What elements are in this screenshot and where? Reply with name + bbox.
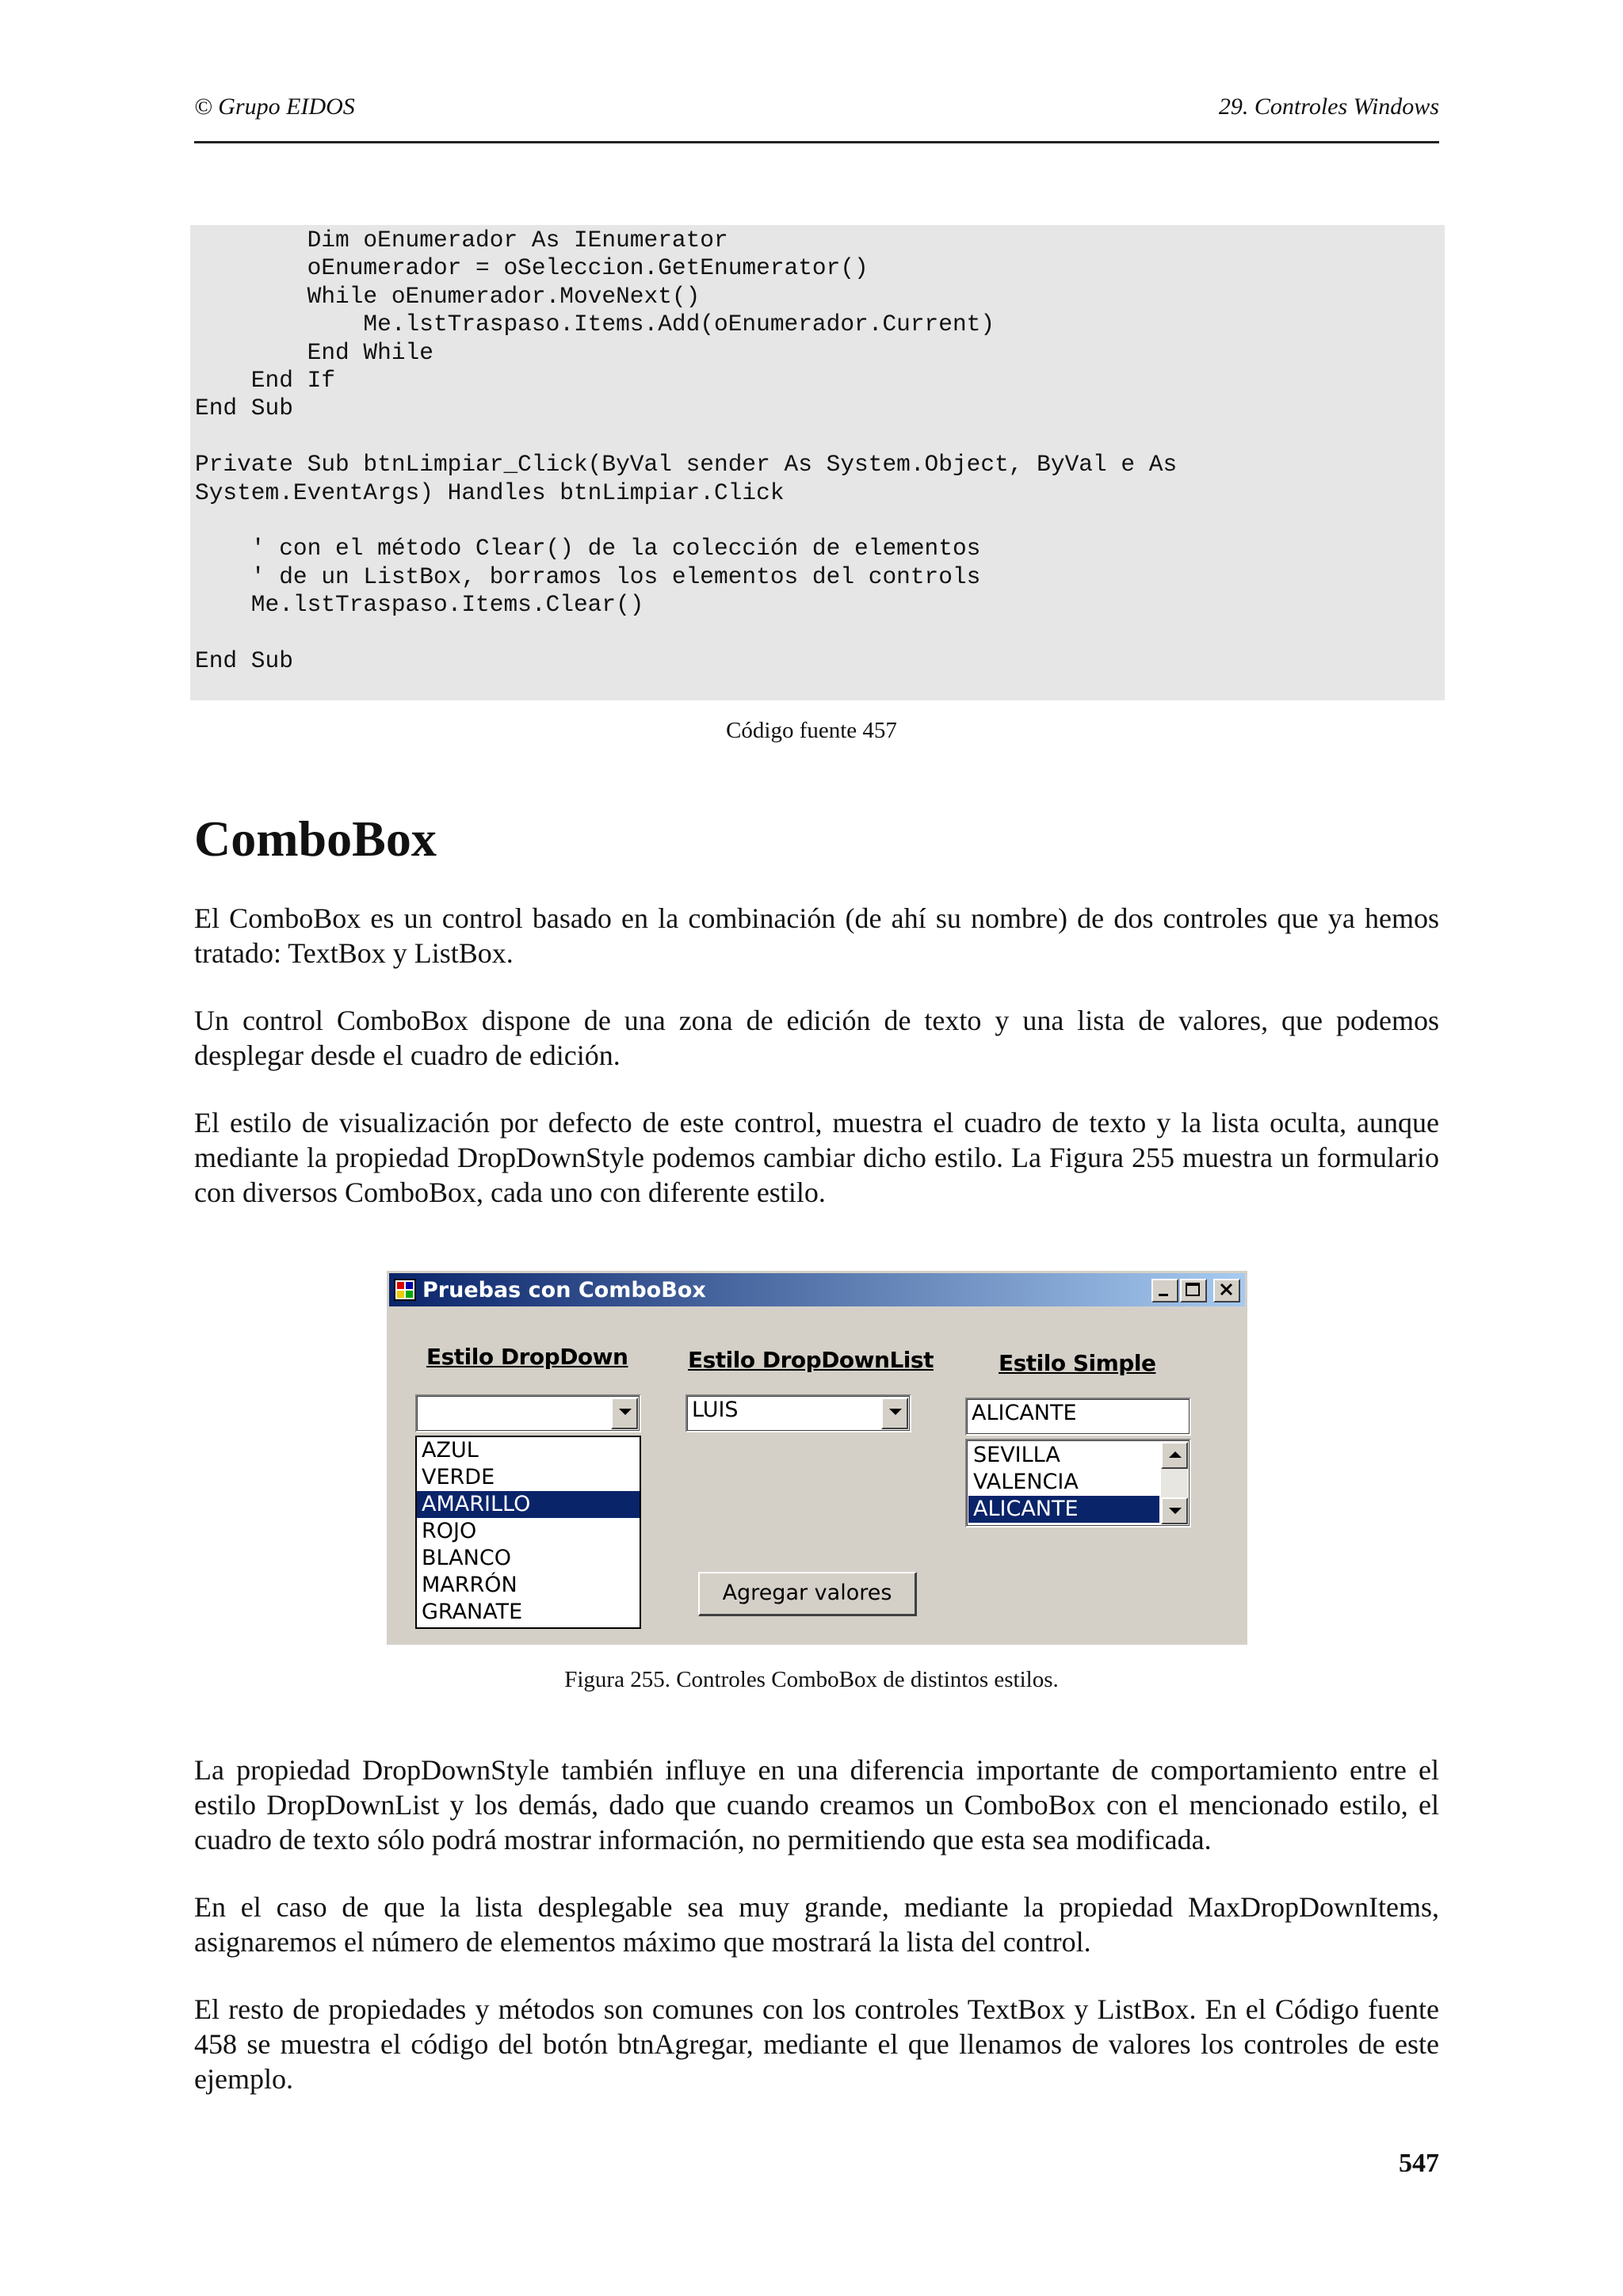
list-item-selected[interactable]: AMARILLO [417,1491,640,1518]
code-caption: Código fuente 457 [726,718,897,743]
list-item[interactable]: VERDE [422,1465,495,1489]
paragraph-3: El estilo de visualización por defecto de este control, muestra el cuadro de texto y la lista oculta, aunque mediante la propiedad DropDownStyle podemos cambiar dicho estilo. La Figura 255 muestra un formulario con diversos ComboBox, cada uno con diferente estilo. [194,1107,1439,1208]
minimize-button[interactable] [1151,1279,1178,1302]
paragraph-4: La propiedad DropDownStyle también influye en una diferencia importante de comportamiento entre el estilo DropDownList y los demás, dado que cuando creamos un ComboBox con el mencionado estilo, el cuadro de texto sólo podrá mostrar información, no permitiendo que esta sea modificada. [194,1754,1439,1855]
combobox-dropdown[interactable] [415,1394,641,1432]
combobox-dropdownlist-value[interactable]: LUIS [692,1398,739,1422]
paragraph-2: Un control ComboBox dispone de una zona de edición de texto y una lista de valores, que podemos desplegar desde el cuadro de edición. [194,1005,1439,1071]
dropdown-list[interactable] [415,1436,641,1629]
list-item[interactable]: ROJO [422,1519,477,1543]
header-chapter: 29. Controles Windows [1218,93,1439,120]
code-text: Dim oEnumerador As IEnumerator oEnumerador = oSeleccion.GetEnumerator() While oEnumerador.MoveNext() Me.lstTraspaso.Items.Add(oEnumerador.Current) End While End If End Sub Private Sub btnLimpiar_Click(ByVal sender As System.Object, ByVal e As System.EventArgs) Handles btnLimpiar.Click ' con el método Clear() de la colección de elementos ' de un ListBox, borramos los elementos del controls Me.lstTraspaso.Items.Clear() End Sub [195,227,1178,675]
scroll-down-icon[interactable] [1161,1497,1188,1524]
list-item-selected[interactable]: ALICANTE [968,1496,1159,1523]
dropdownlist-arrow-icon[interactable] [881,1398,908,1429]
paragraph-1: El ComboBox es un control basado en la combinación (de ahí su nombre) de dos controles que ya hemos tratado: TextBox y ListBox. [194,902,1439,969]
maximize-button[interactable] [1180,1279,1207,1302]
dropdown-arrow-icon[interactable] [611,1398,638,1429]
paragraph-5: En el caso de que la lista desplegable sea muy grande, mediante la propiedad MaxDropDownItems, asignaremos el número de elementos máximo que mostrará la lista del control. [194,1891,1439,1958]
label-simple: Estilo Simple [999,1350,1156,1376]
section-title: ComboBox [194,810,437,867]
combobox-window [387,1271,1247,1645]
header-publisher: © Grupo EIDOS [194,93,355,120]
close-icon [1215,1280,1239,1301]
label-dropdownlist: Estilo DropDownList [688,1347,934,1373]
list-item[interactable]: AZUL [422,1438,479,1463]
combobox-dropdownlist[interactable] [685,1394,911,1432]
list-item[interactable]: SEVILLA [973,1443,1060,1467]
list-item[interactable]: GRANATE [422,1600,523,1624]
figure-caption: Figura 255. Controles ComboBox de distintos estilos. [564,1667,1059,1692]
combobox-simple-input[interactable] [965,1398,1191,1436]
window-title: Pruebas con ComboBox [422,1278,706,1302]
label-dropdown: Estilo DropDown [426,1344,628,1370]
close-button[interactable] [1213,1279,1240,1302]
list-item[interactable]: MARRÓN [422,1573,517,1597]
code-block [190,225,1445,700]
paragraph-6: El resto de propiedades y métodos son comunes con los controles TextBox y ListBox. En el Código fuente 458 se muestra el código del botón btnAgregar, mediante el que llenamos de valores los controles de este ejemplo. [194,1993,1439,2095]
scroll-up-icon[interactable] [1161,1442,1188,1469]
combobox-simple-list[interactable] [965,1439,1191,1527]
add-values-button[interactable]: Agregar valores [698,1572,917,1616]
page-header [194,93,1439,143]
page-number: 547 [1399,2149,1439,2178]
combobox-simple-value[interactable]: ALICANTE [972,1401,1077,1425]
window-titlebar[interactable] [389,1273,1245,1306]
app-icon [394,1279,416,1301]
simple-list-scrollbar[interactable] [1161,1442,1188,1524]
list-item[interactable]: BLANCO [422,1546,511,1570]
list-item[interactable]: VALENCIA [973,1470,1079,1494]
minimize-icon [1153,1280,1177,1301]
maximize-icon [1182,1280,1205,1301]
